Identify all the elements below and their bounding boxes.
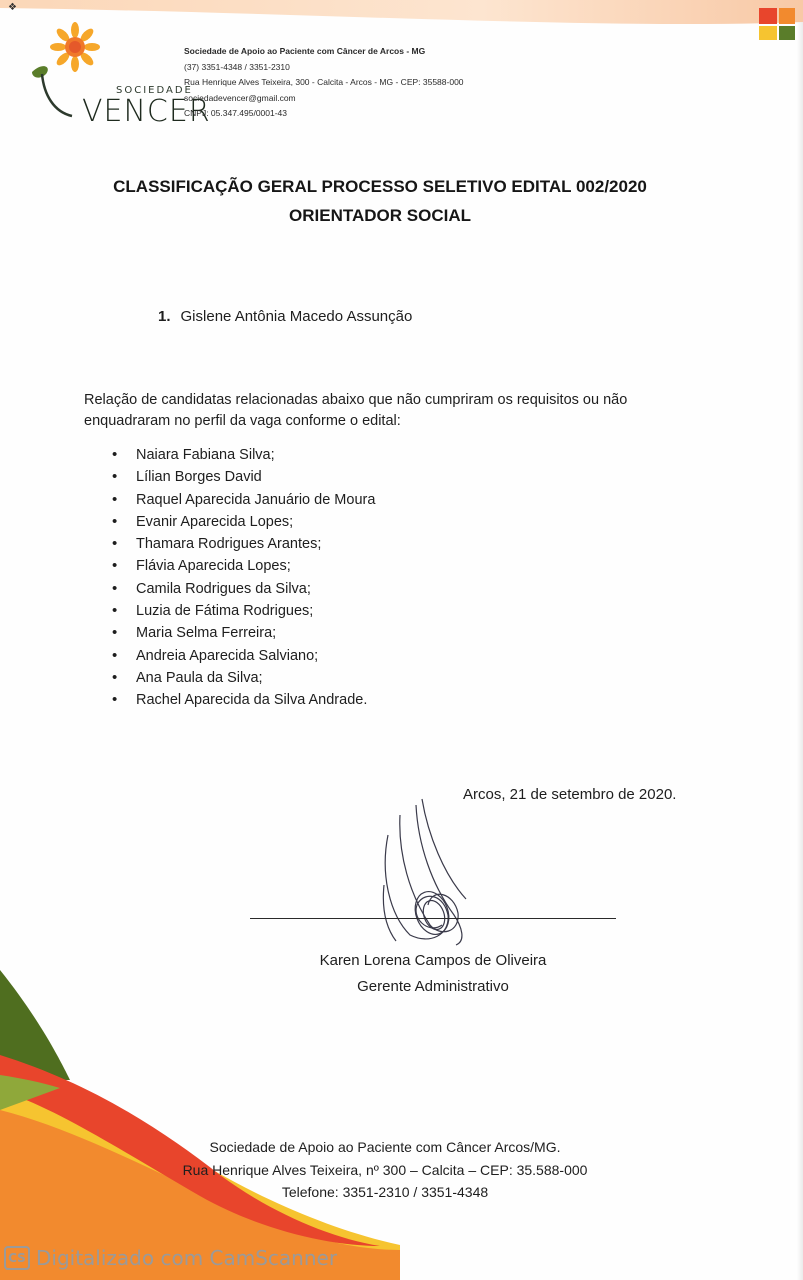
logo-vencer-text: VENCER xyxy=(82,94,211,129)
logo xyxy=(24,20,211,129)
document-title xyxy=(0,172,760,230)
list-item: • Evanir Aparecida Lopes; xyxy=(110,511,375,533)
camscanner-watermark xyxy=(4,1246,337,1270)
header-org-name: Sociedade de Apoio ao Paciente com Câncer de Arcos - MG xyxy=(184,46,426,56)
header-email: sociedadevencer@gmail.com xyxy=(184,92,296,103)
footer-phone: Telefone: 3351-2310 / 3351-4348 xyxy=(281,1184,489,1200)
list-item: • Luzia de Fátima Rodrigues; xyxy=(110,600,375,622)
logo-sociedade-text: SOCIEDADE xyxy=(116,85,193,96)
watermark-text: Digitalizado com CamScanner xyxy=(36,1246,338,1270)
list-item: • Maria Selma Ferreira; xyxy=(110,622,375,644)
header-contact-block xyxy=(184,44,464,122)
header-address: Rua Henrique Alves Teixeira, 300 - Calcita - Arcos - MG - CEP: 35588-000 xyxy=(184,77,464,87)
footer-address: Rua Henrique Alves Teixeira, nº 300 – Calcita – CEP: 35.588-000 xyxy=(182,1161,588,1178)
classification-number: 1. xyxy=(158,308,171,325)
handwritten-signature xyxy=(370,795,480,955)
signer-role: Gerente Administrativo xyxy=(357,978,509,995)
title-line-1: CLASSIFICAÇÃO GERAL PROCESSO SELETIVO EDITAL 002/2020 xyxy=(113,177,647,196)
classified-candidate-name: Gislene Antônia Macedo Assunção xyxy=(180,308,413,325)
disqualified-intro: Relação de candidatas relacionadas abaixo que não cumpriram os requisitos ou não enquadraram no perfil da vaga conforme o edital: xyxy=(84,392,628,429)
list-item: • Rachel Aparecida da Silva Andrade. xyxy=(110,689,375,711)
title-line-2: ORIENTADOR SOCIAL xyxy=(289,206,471,225)
footer-address-block xyxy=(140,1136,630,1204)
disqualified-list xyxy=(110,444,375,712)
classified-candidate xyxy=(158,308,412,325)
list-item: • Andreia Aparecida Salviano; xyxy=(110,645,375,667)
signer-name: Karen Lorena Campos de Oliveira xyxy=(319,952,547,969)
corner-color-blocks xyxy=(757,6,797,42)
document-date: Arcos, 21 de setembro de 2020. xyxy=(463,786,677,803)
scan-mark-icon: ❖ xyxy=(8,2,17,13)
list-item: • Camila Rodrigues da Silva; xyxy=(110,578,375,600)
list-item: • Thamara Rodrigues Arantes; xyxy=(110,533,375,555)
signature-line xyxy=(250,918,616,919)
list-item: • Ana Paula da Silva; xyxy=(110,667,375,689)
header-cnpj: CNPJ: 05.347.495/0001-43 xyxy=(184,108,288,118)
list-item: • Lílian Borges David xyxy=(110,466,375,488)
bottom-decorative-swoosh xyxy=(0,960,803,1280)
list-item: • Naiara Fabiana Silva; xyxy=(110,444,375,466)
list-item: • Flávia Aparecida Lopes; xyxy=(110,555,375,577)
list-item: • Raquel Aparecida Januário de Moura xyxy=(110,489,375,511)
footer-org: Sociedade de Apoio ao Paciente com Câncer Arcos/MG. xyxy=(209,1139,561,1155)
camscanner-icon: CS xyxy=(4,1246,30,1270)
header-phone: (37) 3351-4348 / 3351-2310 xyxy=(184,61,290,72)
